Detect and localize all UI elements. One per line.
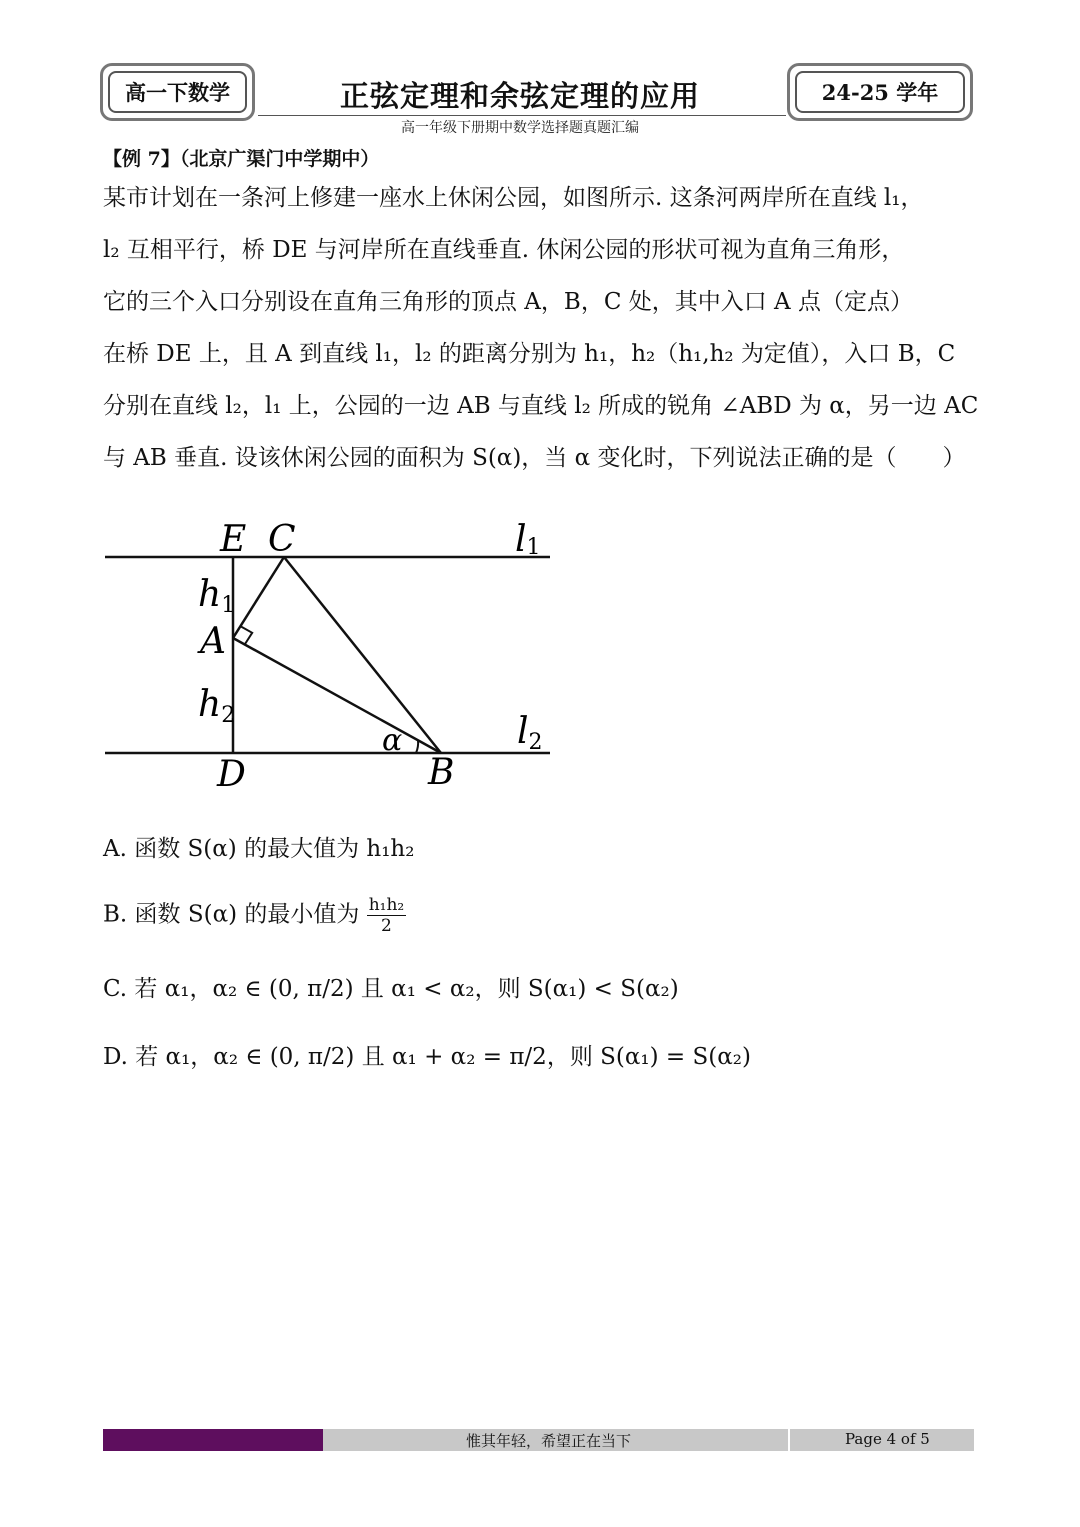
label-C: C [268, 519, 296, 560]
option-a: A. 函数 S(α) 的最大值为 h₁h₂ [103, 836, 415, 862]
page-subtitle: 高一年级下册期中数学选择题真题汇编 [401, 120, 639, 136]
problem-line: 它的三个入口分别设在直角三角形的顶点 A，B，C 处，其中入口 A 点（定点） [103, 289, 913, 315]
example-heading: 【例 7】（北京广渠门中学期中） [103, 148, 380, 170]
label-l1-main: l [515, 519, 527, 560]
option-b-fraction [367, 895, 407, 936]
side-AC [233, 557, 284, 638]
label-l2-main: l [517, 711, 529, 752]
side-BC [284, 557, 441, 753]
label-D: D [217, 754, 246, 795]
footer-accent-bar [103, 1429, 323, 1451]
fraction-numerator: h₁h₂ [368, 895, 405, 915]
label-B: B [428, 752, 455, 793]
angle-alpha-arc [416, 740, 418, 753]
problem-line: 某市计划在一条河上修建一座水上休闲公园，如图所示. 这条河两岸所在直线 l₁， [103, 185, 924, 211]
label-l1-sub: 1 [526, 535, 541, 560]
label-l2 [517, 711, 543, 755]
label-l2-sub: 2 [528, 730, 543, 755]
label-h1-main: h [198, 574, 222, 615]
footer-divider [788, 1429, 790, 1451]
label-E: E [220, 519, 247, 560]
label-l1 [515, 519, 541, 560]
label-alpha: α [382, 723, 403, 758]
label-A: A [200, 621, 226, 662]
side-AB [233, 638, 441, 753]
problem-line: l₂ 互相平行，桥 DE 与河岸所在直线垂直. 休闲公园的形状可视为直角三角形， [103, 237, 905, 263]
problem-line: 在桥 DE 上，且 A 到直线 l₁，l₂ 的距离分别为 h₁，h₂（h₁,h₂ 为定值），入口 B，C [103, 341, 956, 367]
page-title: 正弦定理和余弦定理的应用 [339, 79, 700, 113]
option-b [103, 895, 406, 936]
option-b-text: B. 函数 S(α) 的最小值为 [103, 901, 360, 928]
page-number: Page 4 of 5 [845, 1430, 930, 1448]
footer-motto: 惟其年轻，希望正在当下 [466, 1432, 632, 1450]
subject-label: 高一下数学 [108, 71, 247, 113]
problem-line: 与 AB 垂直. 设该休闲公园的面积为 S(α)，当 α 变化时，下列说法正确的是（ ） [103, 445, 966, 471]
fraction-denominator: 2 [381, 916, 392, 936]
label-h2 [198, 684, 235, 728]
option-c: C. 若 α₁，α₂ ∈ (0, π/2) 且 α₁ < α₂，则 S(α₁) < S(α₂) [103, 976, 679, 1002]
year-label: 24-25 学年 [795, 71, 965, 113]
problem-line: 分别在直线 l₂，l₁ 上，公园的一边 AB 与直线 l₂ 所成的锐角 ∠ABD 为 α，另一边 AC [103, 393, 979, 419]
option-d: D. 若 α₁，α₂ ∈ (0, π/2) 且 α₁ + α₂ = π/2，则 S(α₁) = S(α₂) [103, 1044, 751, 1070]
label-h2-sub: 2 [221, 703, 236, 728]
label-h1-sub: 1 [221, 593, 236, 618]
label-h1 [198, 574, 235, 618]
label-h2-main: h [198, 684, 222, 725]
